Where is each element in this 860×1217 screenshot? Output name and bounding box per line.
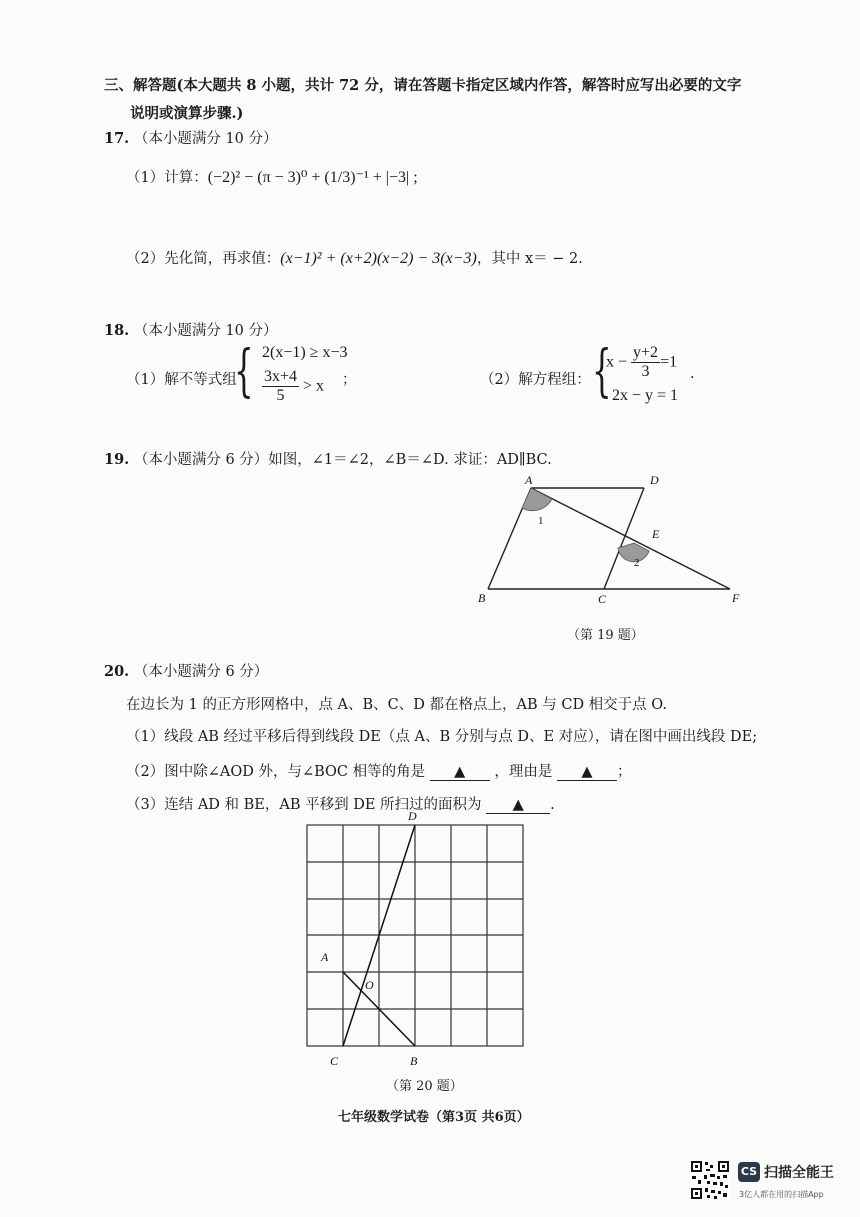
q18-eq1-numerator: y+2 <box>633 344 659 361</box>
q18-number: 18. <box>104 322 130 339</box>
q20-part2-text-c: ； <box>616 764 632 780</box>
q19-text: （本小题满分 6 分）如图，∠1＝∠2，∠B＝∠D. 求证：AD∥BC. <box>133 452 552 468</box>
segment-AF <box>531 488 730 589</box>
angle-1-mark <box>522 488 552 511</box>
section-heading-line2: 说明或演算步骤.) <box>130 105 244 122</box>
q20-part3-end: . <box>550 797 555 813</box>
q18-ineq2-numerator: 3x+4 <box>264 368 298 385</box>
q18-equation-2: 2x − y = 1 <box>612 387 679 404</box>
label-E: E <box>652 527 660 541</box>
q20-part3-text-a: （3）连结 AD 和 BE，AB 平移到 DE 所扫过的面积为 <box>126 797 482 813</box>
q20-caption: （第 20 题） <box>386 1079 463 1094</box>
blank-triangle-icon: ▲ <box>581 764 593 780</box>
q17-part2-label: （2）先化简，再求值： <box>126 251 281 267</box>
q20-part2-text-a: （2）图中除∠AOD 外，与∠BOC 相等的角是 <box>126 764 426 780</box>
q20-part2-text-b: ，理由是 <box>494 764 553 780</box>
q18-part2-end: . <box>690 366 695 382</box>
blank-triangle-icon: ▲ <box>512 797 524 813</box>
q17-part2-expression: (x−1)² + (x+2)(x−2) − 3(x−3) <box>280 250 477 267</box>
q20-part2-blank-1[interactable] <box>430 764 490 781</box>
q20-part2 <box>126 760 631 781</box>
q18-eq1-rhs: =1 <box>660 353 678 371</box>
q18-inequality-2 <box>262 368 324 405</box>
scanner-logo-icon: CS <box>738 1162 760 1182</box>
grid-label-C: C <box>330 1054 339 1068</box>
q18-ineq2-denominator: 5 <box>276 387 285 404</box>
q17-part2-tail: ，其中 x＝ − 2. <box>476 251 583 267</box>
q17-part1-label: （1）计算： <box>126 170 208 186</box>
q20-part2-blank-2[interactable] <box>557 764 617 781</box>
square-grid <box>307 825 523 1046</box>
label-angle-1: 1 <box>538 515 544 527</box>
segment-DC <box>604 488 644 589</box>
q18-part1-brace: { <box>234 339 254 404</box>
grid-label-O: O <box>365 978 374 992</box>
q17-part1-expression: (−2)² − (π − 3)⁰ + (1/3)⁻¹ + |−3| ; <box>207 169 418 186</box>
q17-number: 17. <box>104 130 130 147</box>
scanner-tagline: 3亿人都在用的扫描App <box>739 1190 824 1199</box>
label-C: C <box>598 592 607 606</box>
q19-caption: （第 19 题） <box>567 628 644 643</box>
q18-part1-label: （1）解不等式组 <box>126 372 237 388</box>
q17-part2 <box>126 247 583 268</box>
section-heading-line1: 三、解答题(本大题共 8 小题，共计 72 分，请在答题卡指定区域内作答，解答时应写出必要的文字 <box>104 77 742 94</box>
label-angle-2: 2 <box>634 557 640 569</box>
grid-label-A: A <box>321 950 329 964</box>
grid-label-D: D <box>408 809 417 823</box>
q18-part1-end: ； <box>342 372 357 388</box>
q20-points: （本小题满分 6 分） <box>133 664 269 680</box>
page-footer: 七年级数学试卷（第3页 共6页） <box>338 1110 530 1125</box>
q18-eq1-denominator: 3 <box>641 363 650 380</box>
scanner-brand-name: 扫描全能王 <box>764 1165 834 1181</box>
q19-figure <box>470 472 760 612</box>
q18-eq1-lhs: x − <box>606 353 628 371</box>
q20-number: 20. <box>104 663 130 680</box>
blank-triangle-icon: ▲ <box>454 764 466 780</box>
q18-part2-brace: { <box>592 339 612 404</box>
q20-part1: （1）线段 AB 经过平移后得到线段 DE（点 A、B 分别与点 D、E 对应），请在图中画出线段 DE; <box>126 729 758 745</box>
grid-label-B: B <box>410 1054 418 1068</box>
q18-inequality-1: 2(x−1) ≥ x−3 <box>262 344 348 361</box>
q19-number: 19. <box>104 451 130 468</box>
q19-statement <box>104 448 552 469</box>
q18-part2-label: （2）解方程组： <box>480 372 591 388</box>
qr-code-icon <box>690 1160 730 1200</box>
q18-header <box>104 319 278 340</box>
q17-header <box>104 127 278 148</box>
label-B: B <box>478 591 486 605</box>
q17-points: （本小题满分 10 分） <box>133 131 278 147</box>
q18-points: （本小题满分 10 分） <box>133 323 278 339</box>
q18-equation-1 <box>606 344 677 381</box>
q20-intro: 在边长为 1 的正方形网格中，点 A、B、C、D 都在格点上，AB 与 CD 相交于点 O. <box>126 697 667 713</box>
q17-part1 <box>126 166 418 187</box>
label-D: D <box>650 473 659 487</box>
q20-header <box>104 660 268 681</box>
label-F: F <box>732 591 740 605</box>
q20-grid-figure[interactable] <box>296 808 536 1070</box>
label-A: A <box>525 473 533 487</box>
q18-ineq2-tail: > x <box>303 377 325 395</box>
